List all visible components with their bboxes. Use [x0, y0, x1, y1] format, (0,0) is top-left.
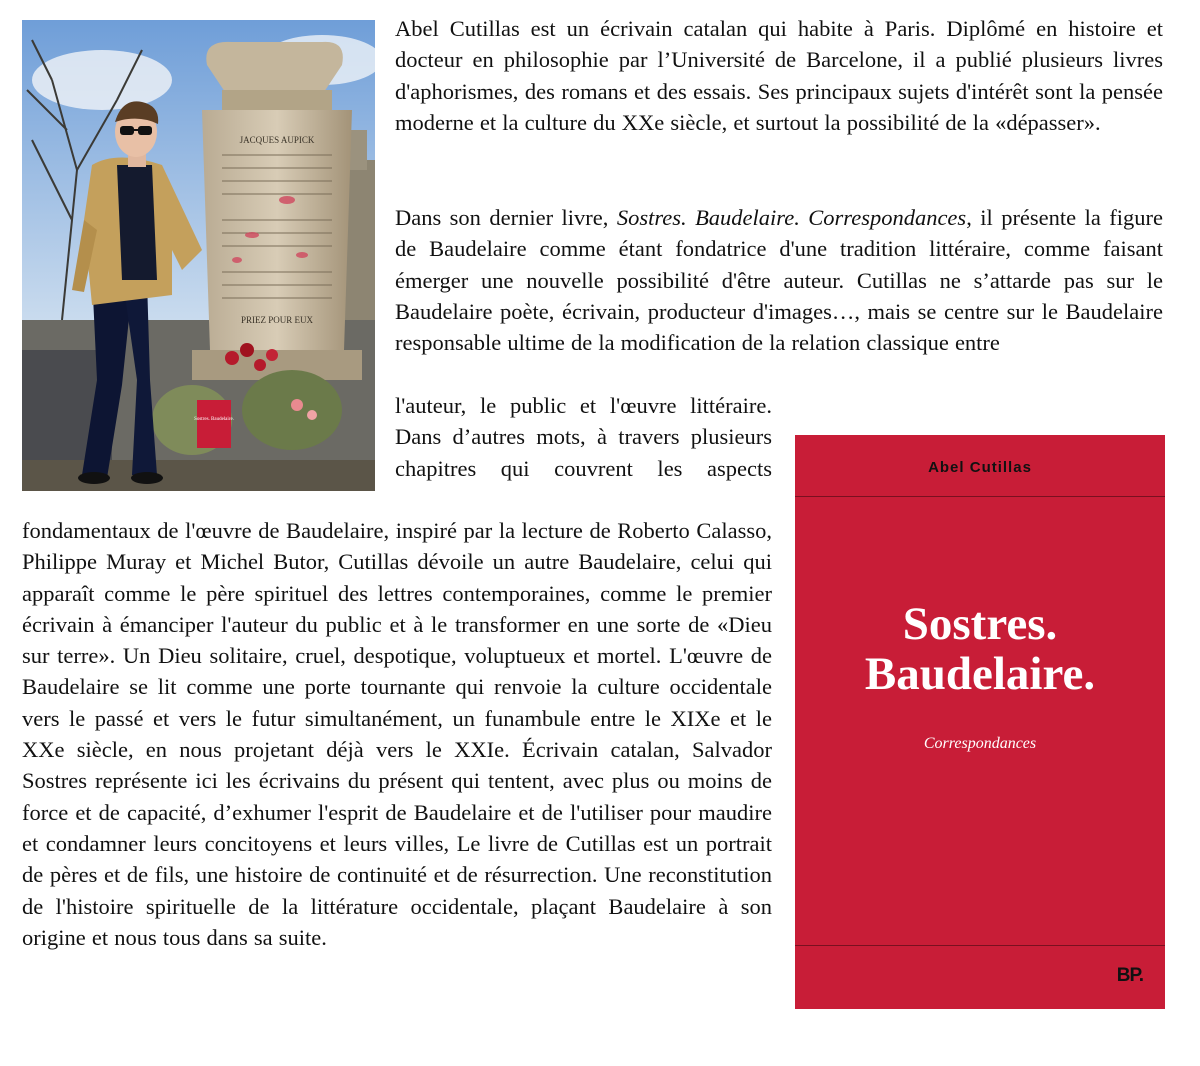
- cover-title-line1: Sostres.: [902, 598, 1058, 650]
- cover-subtitle: Correspondances: [923, 735, 1037, 752]
- publisher-logo: BP.: [1116, 965, 1143, 986]
- book-intro-start: Dans son dernier livre,: [395, 205, 617, 230]
- book-description-paragraph: fondamentaux de l'œuvre de Baudelaire, inspiré par la lecture de Roberto Calasso, Philippe Muray et Michel Butor, Cutillas dévoile un autre Baudelaire, celui qui apparaît comme le père spirituel des lettres contemporaines, comme le premier écrivain à émanciper l'auteur du public et à le transformer en une sorte de «Dieu sur terre». Un Dieu solitaire, cruel, despotique, voluptueux et mortel. L'œuvre de Baudelaire se lit comme une porte tournante qui renvoie la culture occidentale vers le passé et vers le futur simultanément, un funambule entre le XIXe et le XXe siècle, en nous projetant déjà vers le XXIe. Écrivain catalan, Salvador Sostres représente ici les écrivains du présent qui tentent, avec plus ou moins de force et de capacité, d’exhumer l'esprit de Baudelaire et de l'utiliser pour maudire et condamner leurs concitoyens et leurs villes, Le livre de Cutillas est un portrait de pères et de fils, une histoire de continuité et de résurrection. Une reconstitution de l'histoire spirituelle de la littérature occidentale, plaçant Baudelaire à son origine et nous tous dans sa suite.: [22, 518, 772, 950]
- cover-top-rule: [795, 496, 1165, 497]
- book-intro-continuation: l'auteur, le public et l'œuvre littéraire. Dans d’autres mots, à travers plusieurs chapitres qui couvrent les aspects: [395, 393, 772, 481]
- bio-paragraph: Abel Cutillas est un écrivain catalan qui habite à Paris. Diplômé en histoire et docteur en philosophie par l’Université de Barcelone, il a publié plusieurs livres d'aphorismes, des romans et des essais. Ses principaux sujets d'intérêt sont la pensée moderne et la culture du XXe siècle, et surtout la possibilité de la «dépasser».: [395, 16, 1163, 135]
- cover-author: Abel Cutillas: [928, 459, 1032, 476]
- book-intro-paragraph: [395, 202, 1163, 358]
- cover-title-line2: Baudelaire.: [864, 648, 1096, 700]
- book-intro-rest: , il présente la figure de Baudelaire comme étant fondatrice d'une tradition littéraire, comme faisant émerger une nouvelle possibilité d'être auteur. Cutillas ne s’attarde pas sur le Baudelaire poète, écrivain, producteur d'images…, mais se centre sur le Baudelaire responsable ultime de la modification de la relation classique entre: [395, 205, 1163, 356]
- small-red-book: [194, 400, 234, 448]
- tomb-footer-text: PRIEZ POUR EUX: [240, 315, 314, 325]
- svg-text:Sostres. Baudelaire.: Sostres. Baudelaire.: [194, 417, 234, 422]
- cover-bottom-rule: [795, 945, 1165, 946]
- tomb-inscription: JACQUES AUPICK: [239, 135, 315, 145]
- book-title-italic: Sostres. Baudelaire. Correspondances: [616, 205, 967, 230]
- book-cover: [795, 435, 1165, 1009]
- author-photo: [22, 20, 375, 491]
